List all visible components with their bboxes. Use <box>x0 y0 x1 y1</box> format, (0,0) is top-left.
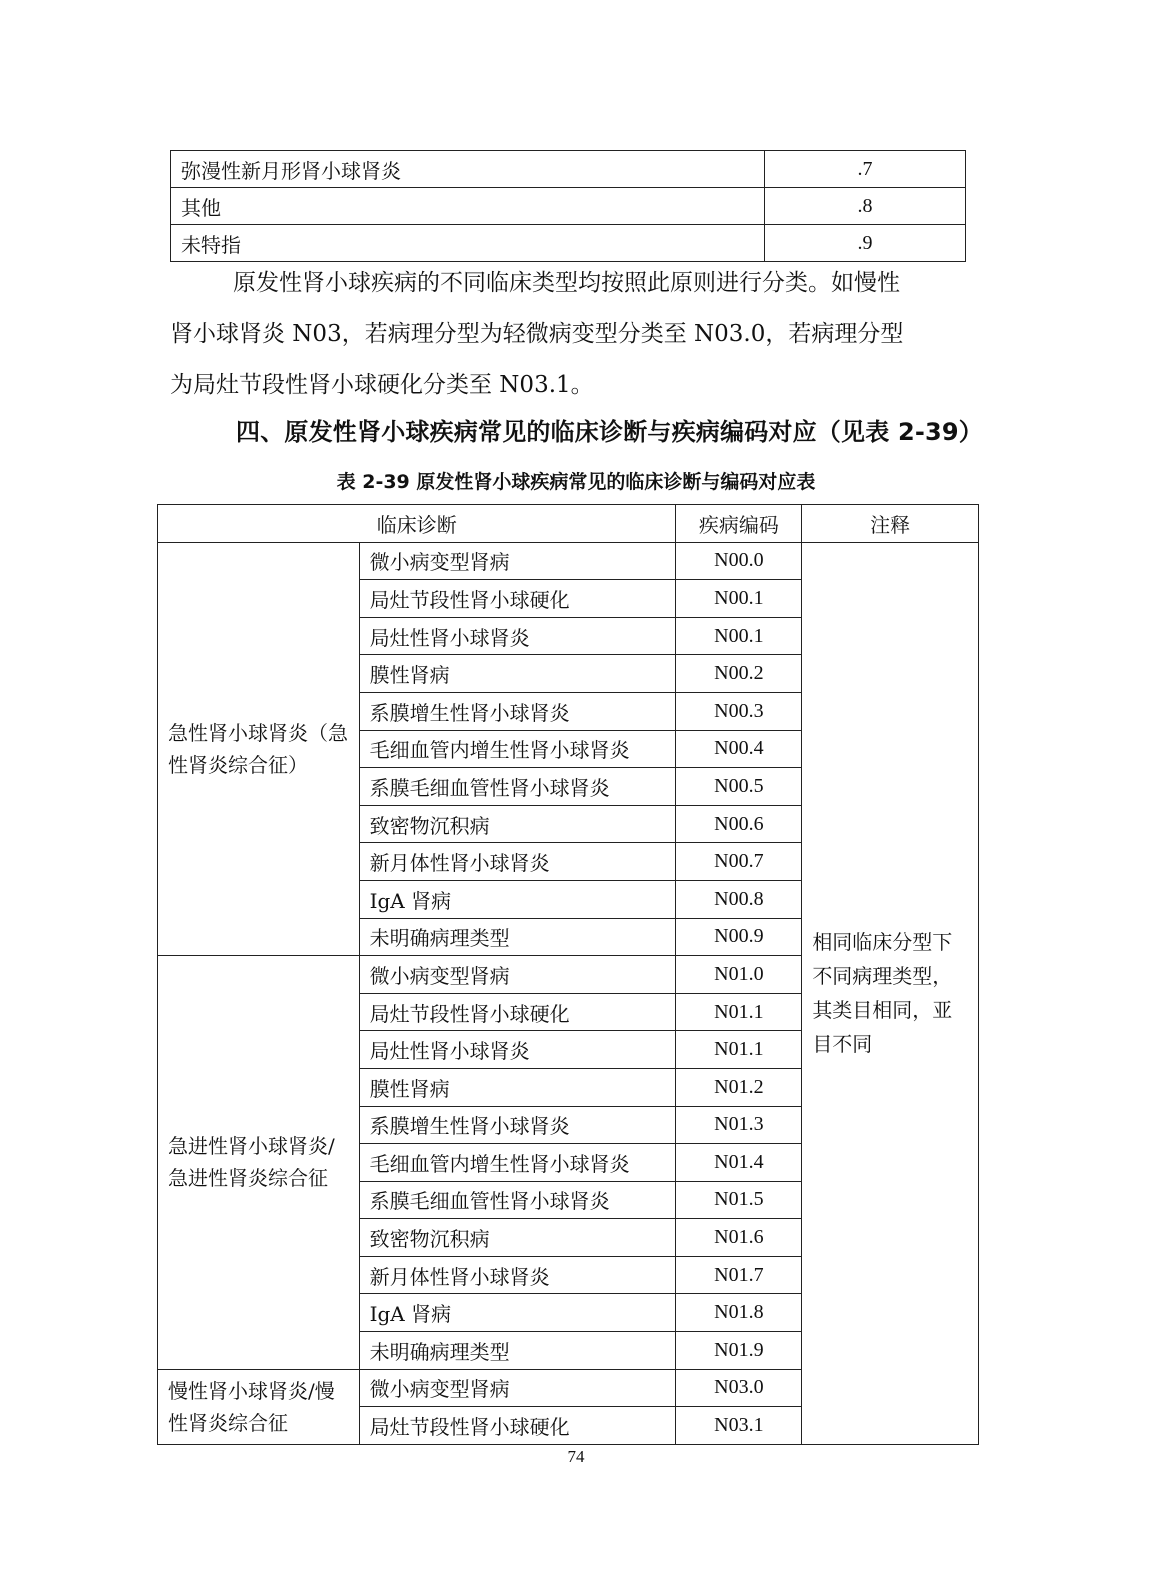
note-cell: 相同临床分型下不同病理类型，其类目相同，亚目不同 <box>802 542 979 1444</box>
page-number: 74 <box>567 1447 585 1466</box>
pathology-type-cell: 系膜增生性肾小球肾炎 <box>359 692 676 730</box>
disease-code-cell: N00.5 <box>676 768 802 806</box>
disease-code-cell: N01.4 <box>676 1144 802 1182</box>
disease-code-cell: N00.9 <box>676 918 802 956</box>
disease-code-cell: N01.7 <box>676 1256 802 1294</box>
disease-code-cell: N01.1 <box>676 1031 802 1069</box>
disease-code-cell: N00.0 <box>676 542 802 580</box>
pathology-type-cell: 新月体性肾小球肾炎 <box>359 843 676 881</box>
disease-code-cell: N03.0 <box>676 1369 802 1407</box>
disease-code-cell: N03.1 <box>676 1407 802 1445</box>
pathology-type-cell: 毛细血管内增生性肾小球肾炎 <box>359 1144 676 1182</box>
body-paragraph <box>170 258 966 411</box>
pathology-type-cell: 膜性肾病 <box>359 655 676 693</box>
pathology-type-cell: 其他 <box>171 188 765 225</box>
disease-code-cell: N00.2 <box>676 655 802 693</box>
disease-code-cell: N01.6 <box>676 1219 802 1257</box>
table-row <box>171 188 966 225</box>
continued-classification-table <box>170 150 966 262</box>
disease-code-cell: N00.3 <box>676 692 802 730</box>
diagnosis-code-table <box>157 504 979 1445</box>
section-heading: 四、原发性肾小球疾病常见的临床诊断与疾病编码对应（见表 2-39） <box>236 418 984 446</box>
pathology-type-cell: 未明确病理类型 <box>359 918 676 956</box>
paragraph-line-1: 原发性肾小球疾病的不同临床类型均按照此原则进行分类。如慢性 <box>233 270 900 296</box>
subcode-cell: .9 <box>765 225 966 262</box>
disease-code-cell: N00.8 <box>676 880 802 918</box>
disease-code-cell: N01.9 <box>676 1332 802 1370</box>
disease-code-cell: N00.7 <box>676 843 802 881</box>
pathology-type-cell: 局灶性肾小球肾炎 <box>359 617 676 655</box>
pathology-type-cell: 弥漫性新月形肾小球肾炎 <box>171 151 765 188</box>
disease-code-cell: N01.5 <box>676 1181 802 1219</box>
pathology-type-cell: 膜性肾病 <box>359 1068 676 1106</box>
table-caption: 表 2-39 原发性肾小球疾病常见的临床诊断与编码对应表 <box>336 471 816 493</box>
disease-code-cell: N01.3 <box>676 1106 802 1144</box>
disease-code-cell: N01.8 <box>676 1294 802 1332</box>
paragraph-line-2: 肾小球肾炎 N03，若病理分型为轻微病变型分类至 N03.0，若病理分型 <box>170 321 904 347</box>
pathology-type-cell: 微小病变型肾病 <box>359 1369 676 1407</box>
clinical-type-cell: 慢性肾小球肾炎/慢性肾炎综合征 <box>158 1369 360 1444</box>
disease-code-cell: N00.1 <box>676 580 802 618</box>
table-row <box>171 151 966 188</box>
pathology-type-cell: 毛细血管内增生性肾小球肾炎 <box>359 730 676 768</box>
pathology-type-cell: IgA 肾病 <box>359 1294 676 1332</box>
disease-code-cell: N00.6 <box>676 805 802 843</box>
disease-code-cell: N00.4 <box>676 730 802 768</box>
header-note: 注释 <box>802 505 979 543</box>
disease-code-cell: N00.1 <box>676 617 802 655</box>
table-row <box>171 225 966 262</box>
header-diagnosis: 临床诊断 <box>158 505 676 543</box>
paragraph-line-3: 为局灶节段性肾小球硬化分类至 N03.1。 <box>170 372 594 398</box>
subcode-cell: .8 <box>765 188 966 225</box>
disease-code-cell: N01.0 <box>676 956 802 994</box>
table-row <box>158 542 979 580</box>
pathology-type-cell: 局灶节段性肾小球硬化 <box>359 993 676 1031</box>
pathology-type-cell: 未特指 <box>171 225 765 262</box>
pathology-type-cell: 微小病变型肾病 <box>359 542 676 580</box>
pathology-type-cell: 系膜增生性肾小球肾炎 <box>359 1106 676 1144</box>
table-header-row <box>158 505 979 543</box>
clinical-type-cell: 急性肾小球肾炎（急性肾炎综合征） <box>158 542 360 956</box>
pathology-type-cell: 系膜毛细血管性肾小球肾炎 <box>359 1181 676 1219</box>
disease-code-cell: N01.2 <box>676 1068 802 1106</box>
pathology-type-cell: IgA 肾病 <box>359 880 676 918</box>
clinical-type-cell: 急进性肾小球肾炎/急进性肾炎综合征 <box>158 956 360 1370</box>
disease-code-cell: N01.1 <box>676 993 802 1031</box>
pathology-type-cell: 系膜毛细血管性肾小球肾炎 <box>359 768 676 806</box>
pathology-type-cell: 未明确病理类型 <box>359 1332 676 1370</box>
pathology-type-cell: 致密物沉积病 <box>359 805 676 843</box>
pathology-type-cell: 微小病变型肾病 <box>359 956 676 994</box>
pathology-type-cell: 新月体性肾小球肾炎 <box>359 1256 676 1294</box>
subcode-cell: .7 <box>765 151 966 188</box>
pathology-type-cell: 局灶节段性肾小球硬化 <box>359 580 676 618</box>
header-code: 疾病编码 <box>676 505 802 543</box>
pathology-type-cell: 局灶性肾小球肾炎 <box>359 1031 676 1069</box>
pathology-type-cell: 局灶节段性肾小球硬化 <box>359 1407 676 1445</box>
pathology-type-cell: 致密物沉积病 <box>359 1219 676 1257</box>
